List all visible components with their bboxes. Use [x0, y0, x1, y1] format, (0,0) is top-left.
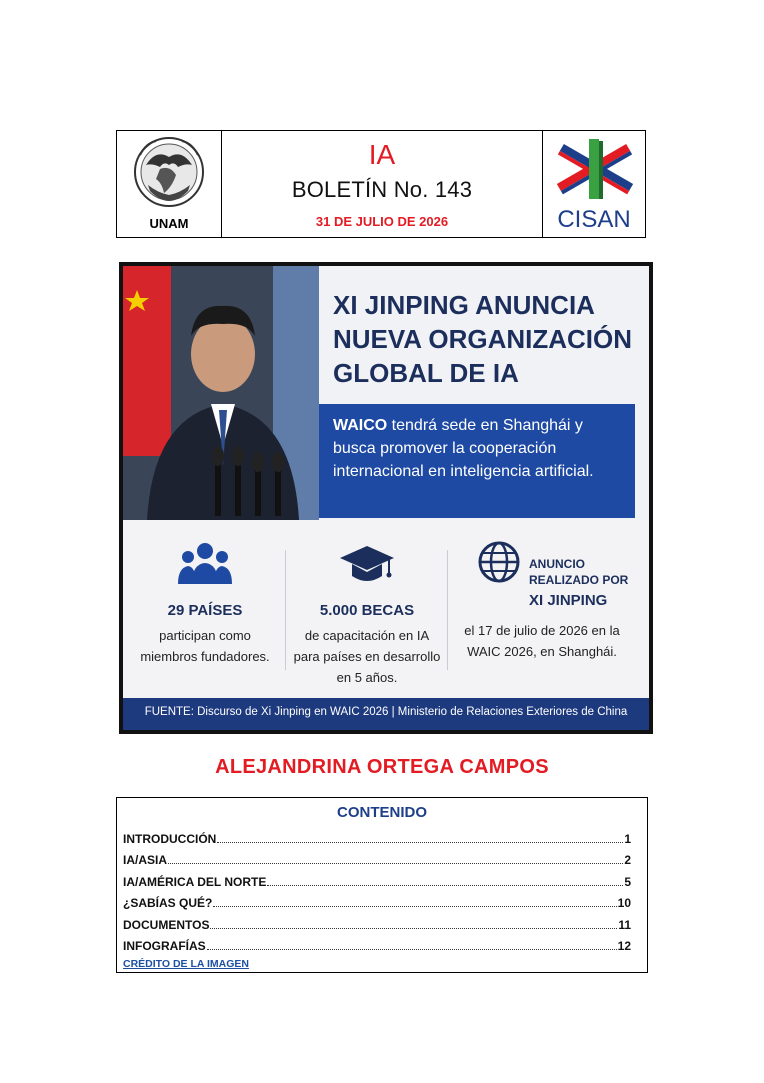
- speaker-photo: [123, 266, 319, 520]
- toc-leader: [210, 928, 617, 929]
- toc-item-page: 10: [617, 896, 631, 910]
- infographic-stats: [125, 520, 635, 692]
- infographic-source: FUENTE: Discurso de Xi Jinping en WAIC 2026 | Ministerio de Relaciones Exteriores de China: [144, 706, 628, 718]
- cisan-logo-text: CISAN: [557, 206, 631, 233]
- bulletin-number: BOLETÍN No. 143: [291, 177, 473, 202]
- stat-scholarships-line1: de capacitación en IA: [304, 628, 430, 643]
- stat-countries-headline: 29 PAÍSES: [167, 602, 243, 619]
- toc-item-label: DOCUMENTOS: [123, 918, 210, 932]
- graduation-cap-icon: [338, 542, 396, 586]
- stat-countries-line2: miembros fundadores.: [140, 649, 270, 664]
- stat-announcement-small2: REALIZADO POR: [529, 573, 629, 587]
- stat-announcement-headline: XI JINPING: [529, 592, 608, 609]
- toc-item-label: IA/AMÉRICA DEL NORTE: [123, 875, 267, 889]
- description-rest: tendrá sede en Shanghái y busca promover la cooperación internacional en inteligencia artificial.: [333, 417, 594, 480]
- stat-announcement: [449, 520, 635, 692]
- toc-item-label: ¿SABÍAS QUÉ?: [123, 896, 213, 910]
- unam-logo-cell: [117, 131, 222, 237]
- stat-scholarships-headline: 5.000 BECAS: [319, 602, 415, 619]
- toc-leader: [217, 842, 623, 843]
- author-name: ALEJANDRINA ORTEGA CAMPOS: [215, 756, 549, 778]
- infographic-description: [333, 414, 628, 483]
- toc-item-page: 2: [624, 853, 631, 867]
- bulletin-date: 31 DE JULIO DE 2026: [315, 214, 449, 229]
- stat-announcement-line2: WAIC 2026, en Shanghái.: [467, 644, 617, 659]
- stat-announcement-small: [529, 556, 628, 588]
- infographic-description-box: [319, 404, 635, 518]
- toc-item-page: 11: [618, 918, 631, 932]
- toc-item-documentos[interactable]: [123, 914, 631, 932]
- infographic-headline: XI JINPING ANUNCIA NUEVA ORGANIZACIÓN GLOBAL DE IA: [333, 290, 632, 388]
- bulletin-header: [116, 130, 646, 238]
- toc-item-infografias[interactable]: [123, 935, 631, 953]
- toc-item-label: IA/ASIA: [123, 853, 168, 867]
- toc-item-introduccion[interactable]: [123, 828, 631, 846]
- toc-item-label: INTRODUCCIÓN: [123, 832, 217, 846]
- unam-logo-text: UNAM: [149, 216, 189, 231]
- infographic-source-bar: [123, 698, 649, 730]
- page-title: IA: [368, 139, 396, 170]
- cisan-logo-cell: [543, 131, 645, 237]
- speaker-illustration-icon: [123, 266, 319, 520]
- toc-item-sabias-que[interactable]: [123, 892, 631, 910]
- cisan-logo-icon: [549, 135, 641, 205]
- stat-announcement-line1: el 17 de julio de 2026 en la: [464, 623, 620, 638]
- toc-leader: [207, 949, 617, 950]
- toc-item-ia-asia[interactable]: [123, 849, 631, 867]
- toc-item-label: INFOGRAFÍAS: [123, 939, 206, 953]
- stat-announcement-small1: ANUNCIO: [529, 557, 585, 571]
- people-icon: [176, 542, 234, 586]
- table-of-contents: [116, 797, 648, 973]
- stat-divider: [285, 550, 286, 670]
- description-bold: WAICO: [333, 417, 388, 434]
- stat-scholarships-line3: en 5 años.: [336, 670, 398, 685]
- toc-item-page: 12: [617, 939, 631, 953]
- unam-seal-icon: [126, 135, 212, 211]
- stat-scholarships: [287, 520, 447, 692]
- image-credit-link[interactable]: CRÉDITO DE LA IMAGEN: [123, 958, 250, 970]
- toc-leader: [213, 906, 616, 907]
- stat-divider: [447, 550, 448, 670]
- toc-item-page: 5: [624, 875, 631, 889]
- stat-announcement-body: [449, 620, 635, 662]
- header-title-cell: [222, 131, 543, 237]
- stat-countries: [125, 520, 285, 692]
- toc-item-page: 1: [624, 832, 631, 846]
- stat-countries-line1: participan como: [159, 628, 251, 643]
- infographic-image: [119, 262, 653, 734]
- stat-scholarships-line2: para países en desarrollo: [293, 649, 441, 664]
- contents-title: CONTENIDO: [337, 804, 427, 821]
- toc-leader: [267, 885, 623, 886]
- globe-icon: [477, 540, 521, 584]
- toc-item-ia-america-del-norte[interactable]: [123, 871, 631, 889]
- toc-leader: [168, 863, 623, 864]
